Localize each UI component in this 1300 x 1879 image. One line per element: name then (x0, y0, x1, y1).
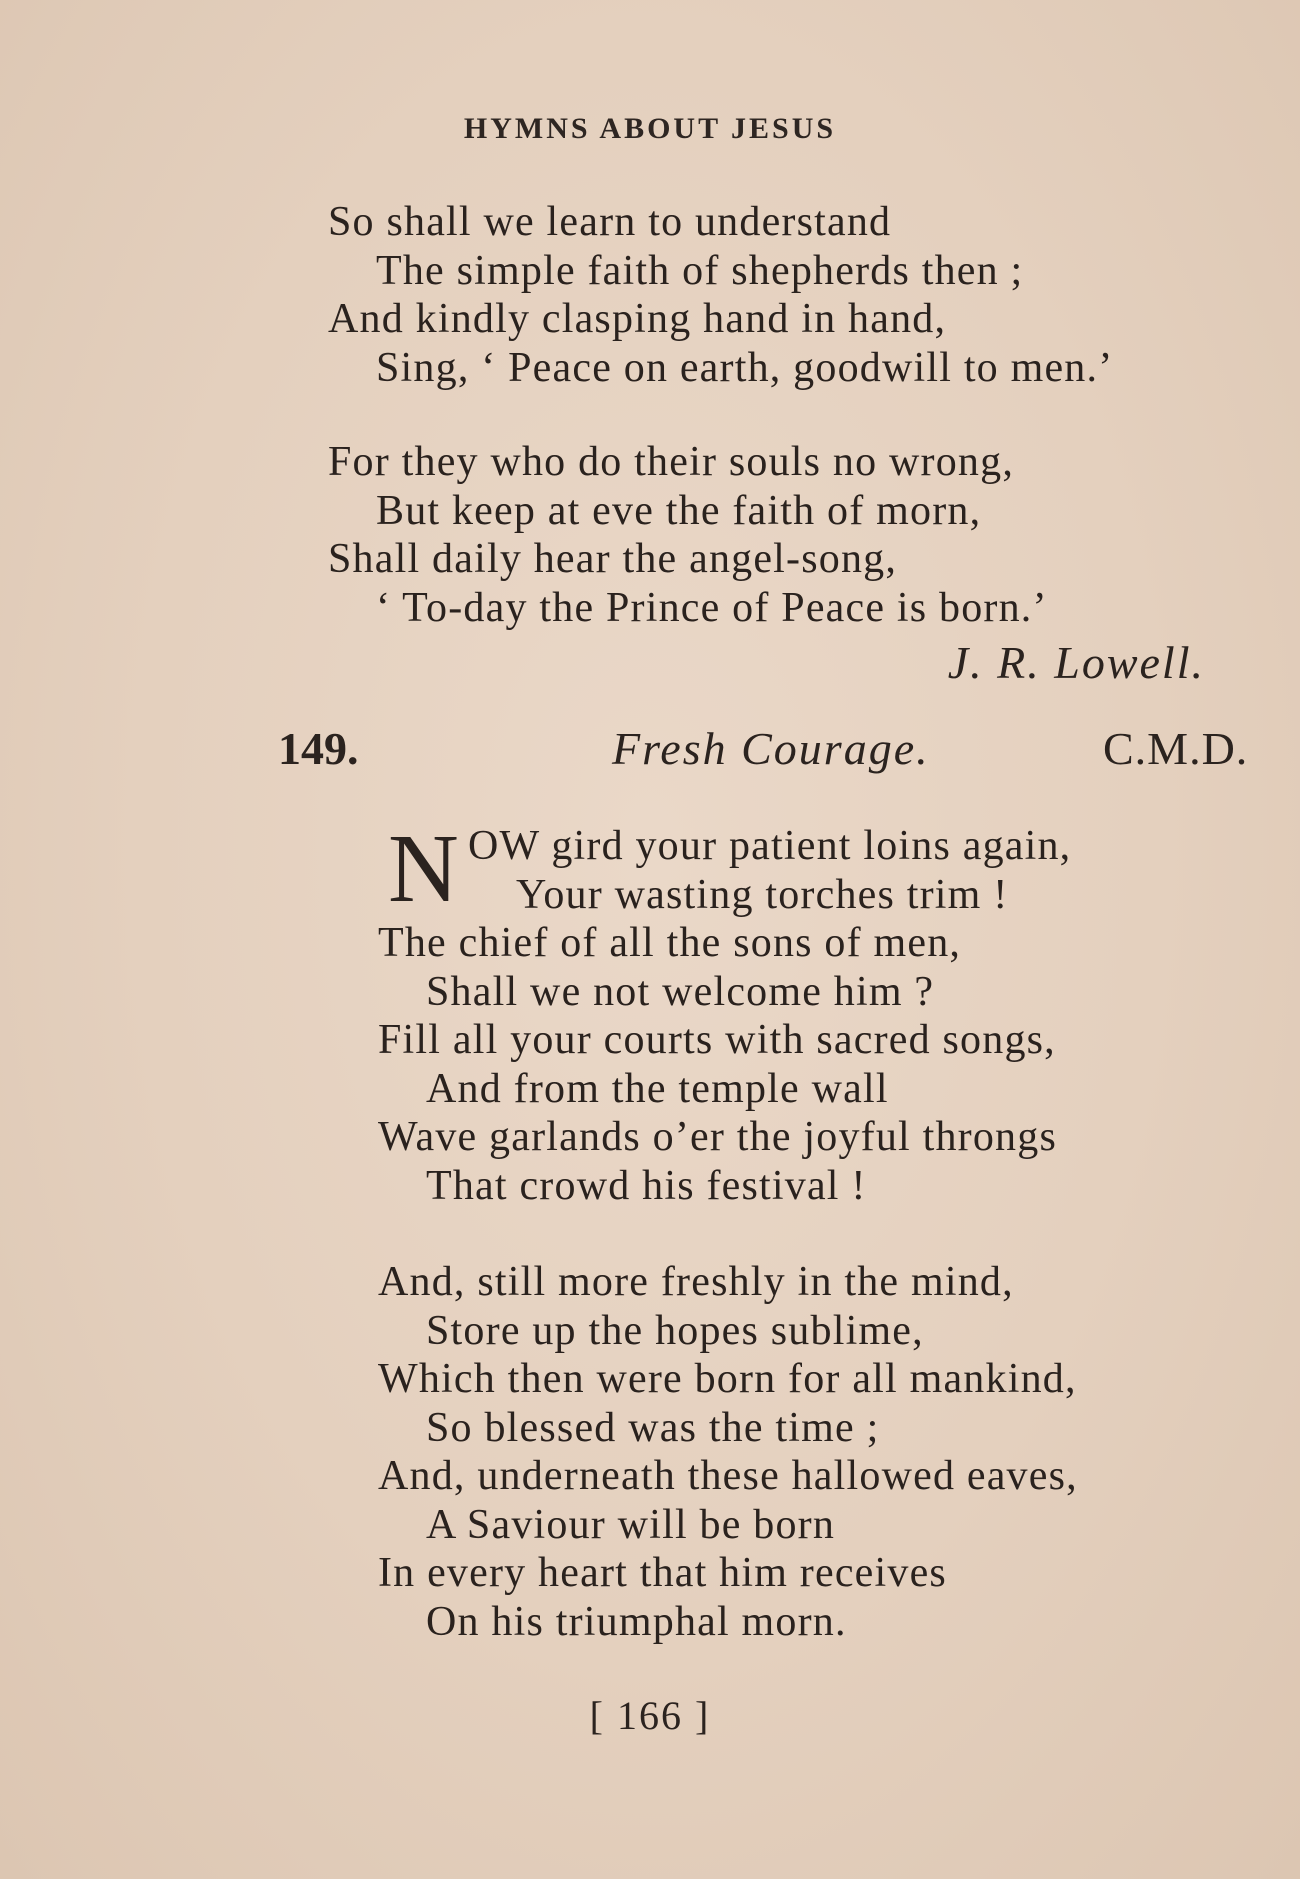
previous-hymn-stanza-2 (328, 438, 1048, 632)
verse-line: On his triumphal morn. (426, 1598, 847, 1645)
verse-line: And, still more freshly in the mind, (378, 1259, 1014, 1305)
hymn-heading (0, 722, 1300, 782)
verse-line: So blessed was the time ; (426, 1404, 880, 1451)
verse-line: Your wasting torches trim ! (516, 871, 1009, 918)
verse-line: In every heart that him receives (378, 1550, 947, 1596)
previous-hymn-stanza-1 (328, 198, 1113, 392)
hymn-meter: C.M.D. (1103, 723, 1249, 774)
running-head: HYMNS ABOUT JESUS (463, 112, 837, 145)
page-number: [ 166 ] (589, 1693, 711, 1738)
verse-line: And from the temple wall (426, 1065, 889, 1112)
verse-line: Sing, ‘ Peace on earth, goodwill to men.’ (376, 344, 1114, 391)
verse-line: Wave garlands o’er the joyful throngs (378, 1114, 1057, 1160)
verse-line: OW gird your patient loins again, (468, 823, 1072, 869)
verse-line: Which then were born for all mankind, (378, 1356, 1077, 1402)
verse-line: And kindly clasping hand in hand, (328, 296, 947, 342)
hymn-title: Fresh Courage. (612, 723, 930, 774)
verse-line: Fill all your courts with sacred songs, (378, 1017, 1056, 1063)
verse-line: Shall daily hear the angel-song, (328, 536, 898, 582)
verse-line: That crowd his festival ! (426, 1162, 867, 1209)
verse-line: Shall we not welcome him ? (426, 968, 935, 1015)
hymn-number: 149. (278, 723, 359, 774)
verse-line: And, underneath these hallowed eaves, (378, 1453, 1078, 1499)
verse-line: The simple faith of shepherds then ; (376, 247, 1024, 294)
drop-cap: N (388, 815, 459, 923)
verse-line: But keep at eve the faith of morn, (376, 487, 982, 534)
verse-line: For they who do their souls no wrong, (328, 439, 1015, 485)
hymn-stanza-2 (378, 1258, 1078, 1646)
verse-line: ‘ To-day the Prince of Peace is born.’ (376, 584, 1048, 631)
verse-line: A Saviour will be born (426, 1501, 836, 1548)
verse-line: The chief of all the sons of men, (378, 920, 962, 966)
author-attribution: J. R. Lowell. (947, 637, 1205, 688)
verse-line: Store up the hopes sublime, (426, 1307, 924, 1354)
verse-line: So shall we learn to understand (328, 199, 892, 245)
hymn-stanza-1 (378, 815, 1072, 1210)
